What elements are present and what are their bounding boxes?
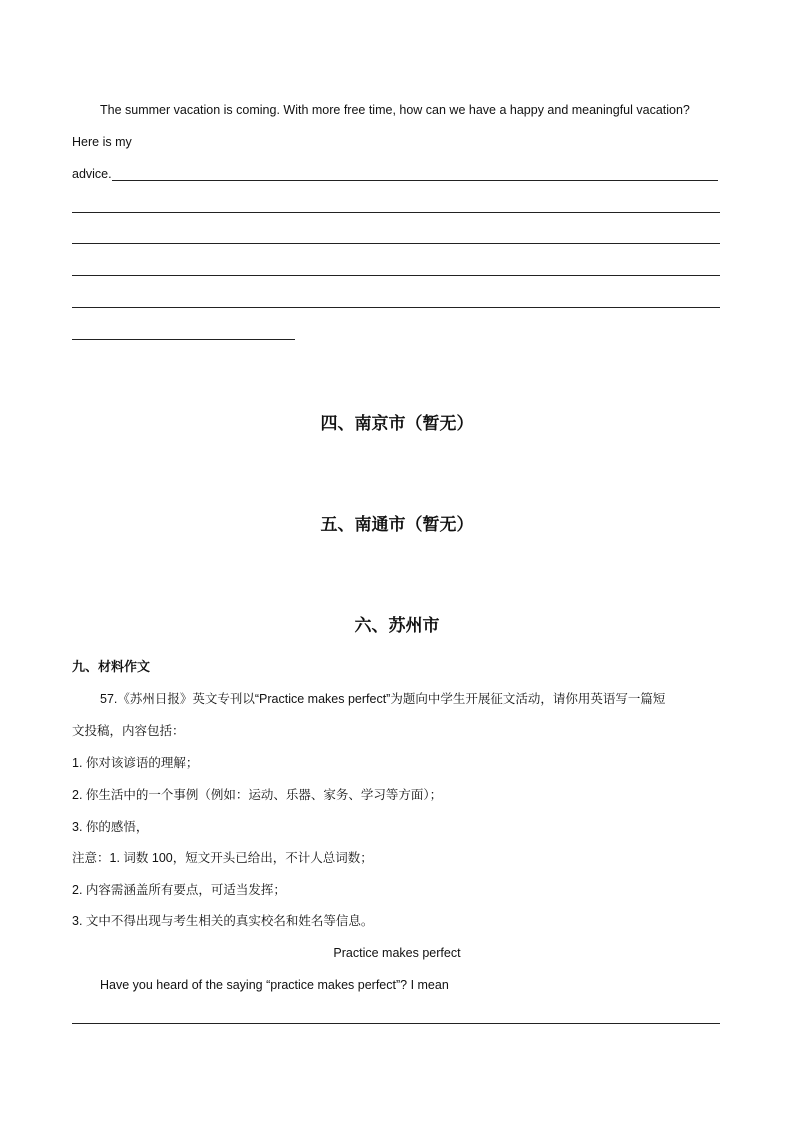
question-57-line1: 57.《苏州日报》英文专刊以“Practice makes perfect”为题向中学生开展征文活动，请你用英语写一篇短 (100, 692, 666, 706)
answer-line (72, 243, 720, 244)
heading-nantong: 五、南通市（暂无） (320, 515, 474, 535)
note-2: 2. 内容需涵盖所有要点，可适当发挥； (72, 883, 286, 897)
heading-nanjing: 四、南京市（暂无） (320, 414, 474, 434)
answer-line (72, 307, 720, 308)
answer-line (72, 339, 295, 340)
heading-suzhou: 六、苏州市 (354, 616, 440, 636)
prompt-intro: The summer vacation is coming. With more free time, how can we have a happy and meaningful vacation? (100, 103, 690, 117)
content-item-1: 1. 你对该谚语的理解； (72, 756, 199, 770)
answer-line (112, 180, 718, 181)
answer-line (72, 1023, 720, 1024)
prompt-line-here-is-my: Here is my (72, 135, 132, 149)
note-3: 3. 文中不得出现与考生相关的真实校名和姓名等信息。 (72, 914, 374, 928)
content-item-2: 2. 你生活中的一个事例（例如：运动、乐器、家务、学习等方面）； (72, 788, 443, 802)
essay-opening: Have you heard of the saying “practice makes perfect”? I mean (100, 978, 449, 992)
note-1: 注意：1. 词数 100，短文开头已给出，不计人总词数； (72, 851, 373, 865)
answer-line (72, 275, 720, 276)
question-57-line2: 文投稿，内容包括： (72, 724, 185, 738)
section9-title: 九、材料作文 (72, 659, 151, 674)
content-item-3: 3. 你的感悟， (72, 820, 149, 834)
essay-title: Practice makes perfect (333, 946, 461, 960)
prompt-line-advice: advice. (72, 167, 112, 181)
answer-line (72, 212, 720, 213)
